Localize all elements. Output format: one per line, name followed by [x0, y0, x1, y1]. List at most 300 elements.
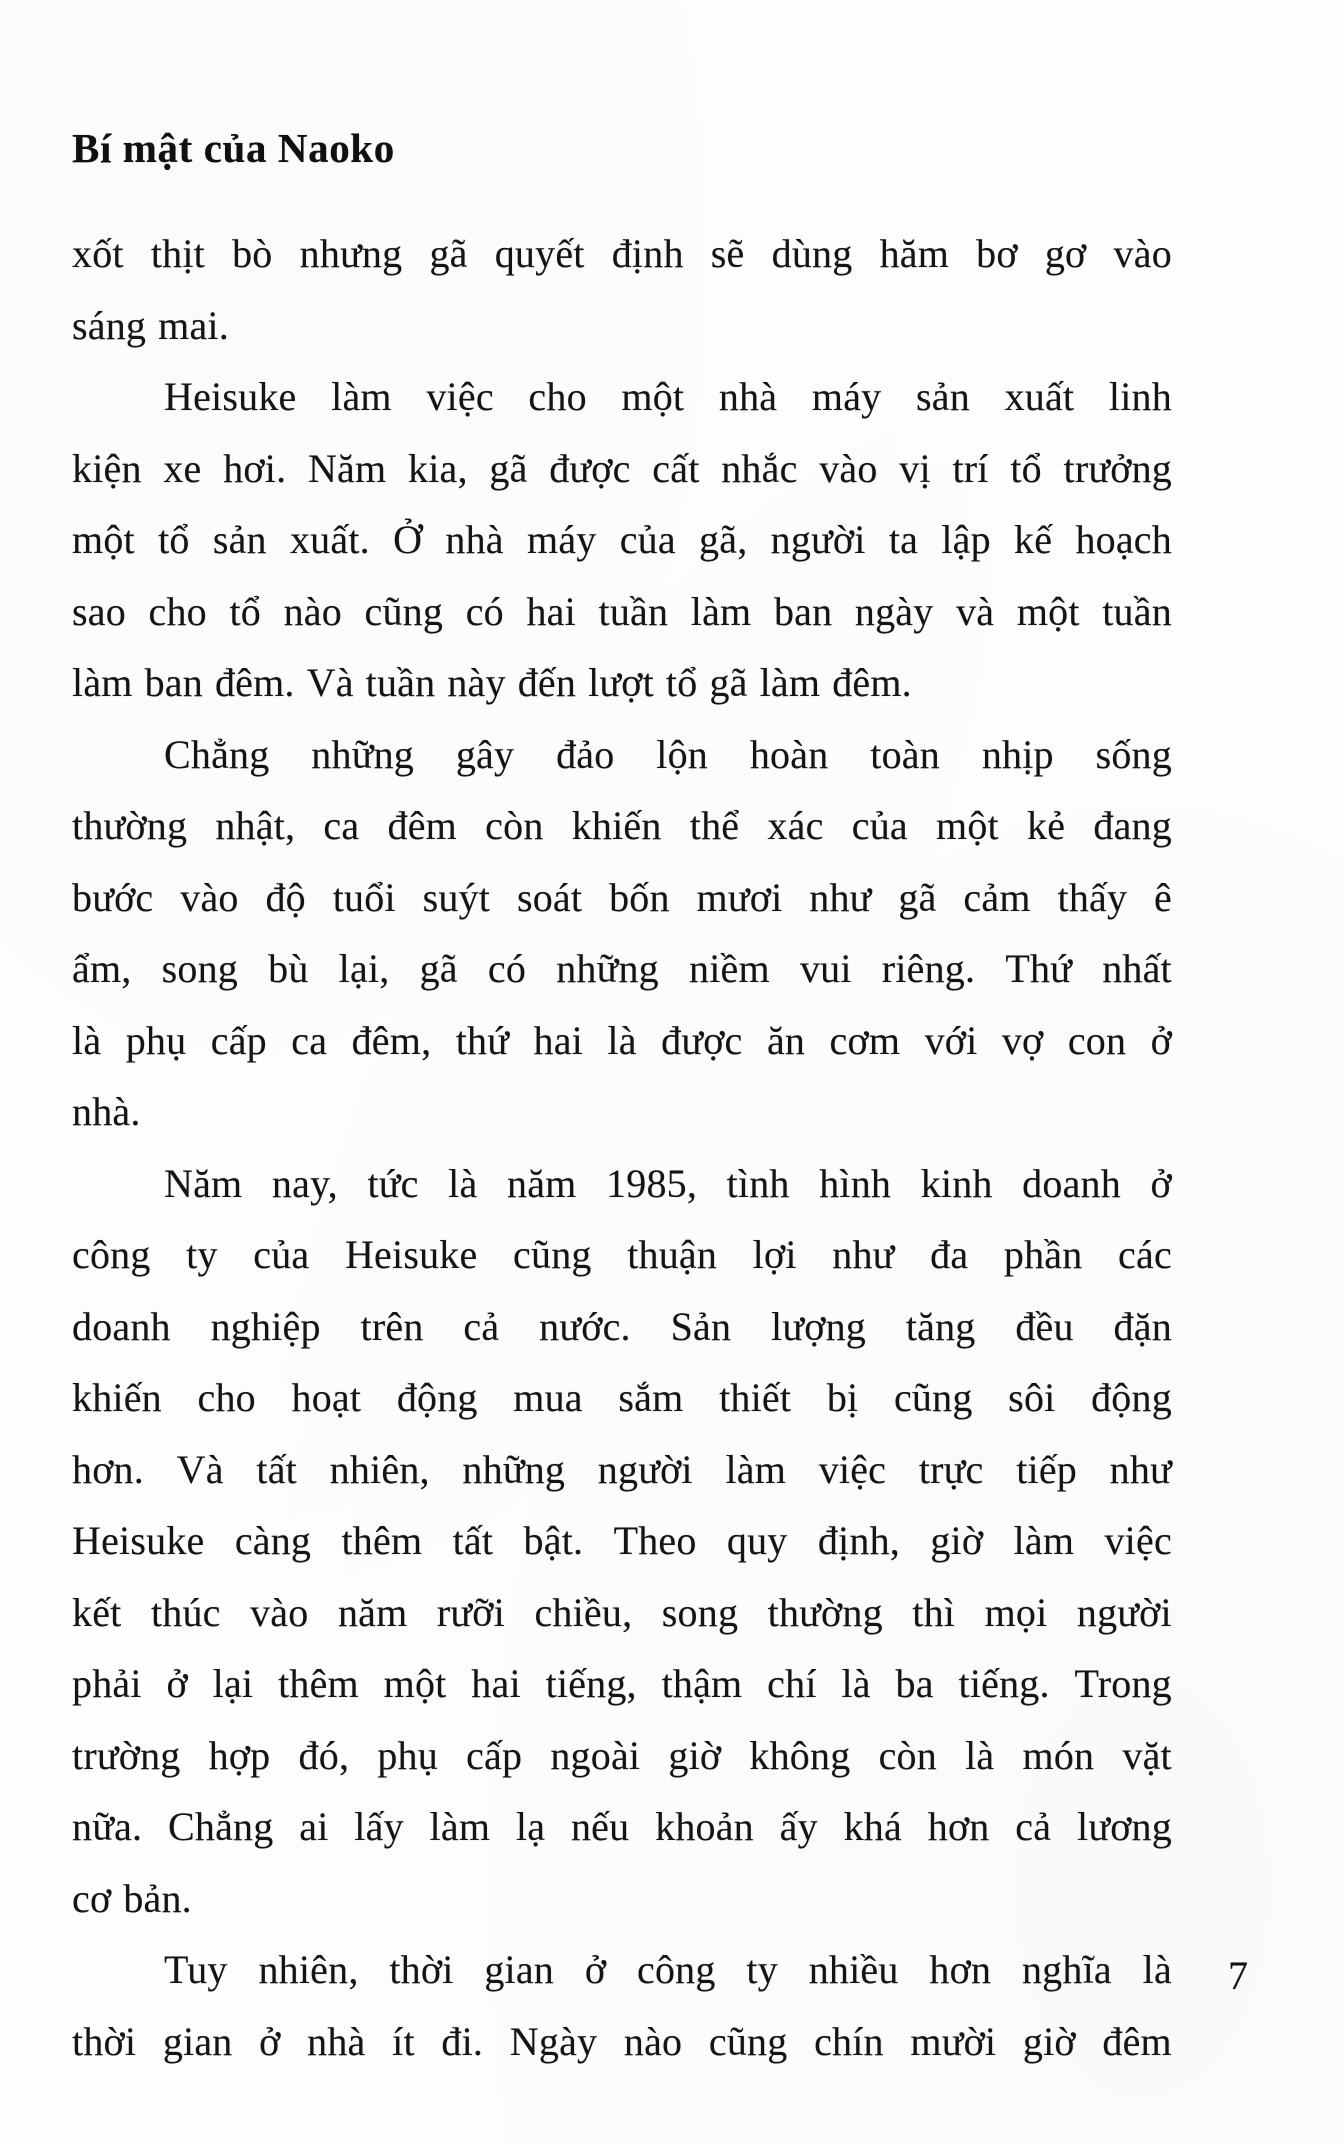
word: cơm	[829, 1017, 901, 1063]
word: và	[956, 588, 995, 634]
word: có	[487, 946, 527, 991]
word: máy	[811, 374, 882, 419]
word: ca	[323, 803, 360, 848]
word: kết	[72, 1589, 122, 1635]
word: bản.	[123, 1875, 192, 1921]
word: hoạch	[1075, 517, 1172, 562]
word: việc	[426, 374, 494, 419]
word: như	[832, 1232, 895, 1277]
word: rưỡi	[436, 1589, 505, 1635]
word: có	[465, 588, 504, 634]
word: tình	[726, 1160, 790, 1206]
word: vào	[250, 1589, 309, 1635]
word: cảm	[963, 874, 1031, 920]
word: ê	[1154, 874, 1172, 920]
word: các	[1118, 1232, 1172, 1277]
word: người	[597, 1446, 693, 1492]
word: làm	[1013, 1518, 1075, 1563]
word: cũng	[893, 1375, 973, 1420]
word: cả	[463, 1303, 500, 1349]
text-line	[72, 230, 1172, 302]
word: thường	[767, 1589, 883, 1635]
word: cấp	[210, 1017, 267, 1063]
word: doanh	[1022, 1160, 1121, 1206]
body-text	[72, 230, 1172, 2089]
word: Heisuke	[344, 1232, 478, 1277]
text-line	[72, 1231, 1172, 1303]
word: đêm.	[832, 660, 912, 705]
word: Thứ	[1005, 946, 1073, 991]
word: ban	[144, 660, 203, 705]
word: cho	[528, 374, 587, 419]
word: ta	[888, 517, 919, 562]
word: công	[72, 1232, 151, 1277]
word: kinh	[920, 1160, 993, 1206]
word: suýt	[422, 874, 491, 920]
word: với	[924, 1017, 978, 1063]
word: động	[396, 1375, 478, 1420]
word: linh	[1108, 374, 1172, 419]
word: món	[1022, 1732, 1095, 1778]
word: ngoài	[550, 1732, 641, 1778]
word: khá	[843, 1804, 902, 1849]
word: ở	[1150, 1160, 1172, 1206]
word: gã	[429, 231, 468, 276]
word: của	[851, 803, 908, 848]
word: là	[607, 1017, 637, 1063]
word: gơ	[1044, 231, 1087, 276]
word: là	[965, 1732, 995, 1778]
word: cho	[197, 1375, 256, 1420]
word: nghiệp	[210, 1303, 321, 1349]
word: ty	[746, 1947, 778, 1992]
word: lượng	[771, 1303, 866, 1349]
word: gian	[162, 2018, 233, 2064]
word: cơ	[72, 1875, 112, 1921]
word: việc	[1104, 1518, 1172, 1563]
paragraph	[72, 230, 1172, 373]
word: cho	[148, 588, 207, 634]
word: một	[1016, 588, 1080, 634]
word: bước	[72, 874, 154, 920]
word: cũng	[513, 1232, 592, 1277]
word: Heisuke	[72, 1518, 205, 1563]
word: ban	[773, 588, 833, 634]
word: Trong	[1074, 1661, 1172, 1706]
word: nhắc	[721, 445, 798, 491]
text-line	[72, 802, 1172, 874]
word: còn	[485, 803, 544, 848]
word: kế	[1014, 517, 1053, 562]
word: là	[841, 1661, 871, 1706]
word: nhà	[718, 374, 778, 419]
word: vào	[819, 445, 878, 491]
word: dùng	[771, 231, 853, 276]
word: vào	[180, 874, 239, 920]
word: công	[637, 1947, 716, 1992]
word: thậm	[661, 1661, 743, 1706]
word: cũng	[364, 588, 444, 634]
word: bò	[232, 231, 273, 276]
word: độ	[265, 874, 306, 920]
word: doanh	[72, 1303, 171, 1349]
word: nhiên,	[258, 1947, 359, 1992]
word: động	[1091, 1375, 1172, 1420]
text-line	[72, 1946, 1172, 2018]
word: những	[556, 946, 659, 991]
word: phụ	[377, 1732, 438, 1778]
word: bơ	[976, 231, 1018, 276]
word: định	[611, 231, 684, 276]
word: kẻ	[1027, 803, 1066, 848]
word: thứ	[455, 1017, 510, 1063]
word: quyết	[494, 231, 585, 276]
word: hăm	[879, 231, 950, 276]
word: tiếng,	[545, 1661, 637, 1706]
word: đêm	[1102, 2018, 1172, 2064]
word: thể	[689, 803, 740, 848]
word: hơn	[927, 1804, 990, 1849]
word: Chẳng	[164, 731, 270, 777]
word: tất	[256, 1446, 297, 1492]
word: song	[661, 1589, 739, 1635]
word: như	[1109, 1446, 1172, 1492]
text-line	[72, 1160, 1172, 1232]
word: hơi.	[223, 445, 287, 491]
word: nhịp	[981, 731, 1054, 777]
word: đêm	[387, 803, 457, 848]
word: ba	[895, 1661, 934, 1706]
word: thúc	[150, 1589, 221, 1635]
text-line	[72, 1803, 1172, 1875]
word: con	[1067, 1017, 1127, 1063]
word: trí	[952, 445, 989, 491]
word: khiến	[72, 1375, 162, 1420]
word: làm	[72, 660, 133, 705]
word: nhiên,	[329, 1446, 430, 1492]
word: đêm,	[351, 1017, 432, 1063]
word: còn	[878, 1732, 937, 1778]
word: lượt	[588, 660, 654, 705]
word: Và	[176, 1446, 224, 1492]
paragraph	[72, 731, 1172, 1160]
word: không	[749, 1732, 851, 1778]
word: đó,	[298, 1732, 350, 1778]
word: càng	[234, 1518, 312, 1563]
word: máy	[527, 517, 597, 562]
word: lương	[1077, 1804, 1172, 1849]
word: ở	[584, 1947, 607, 1992]
word: khoản	[655, 1804, 754, 1849]
word: Ở	[393, 517, 423, 562]
word: chiều,	[534, 1589, 633, 1635]
word: mai.	[158, 302, 229, 348]
word: thêm	[278, 1661, 359, 1706]
word: tất	[452, 1518, 494, 1563]
word: cả	[1015, 1804, 1052, 1849]
word: nào	[623, 2018, 683, 2064]
text-line	[72, 445, 1172, 517]
paragraph	[72, 1160, 1172, 1947]
word: tiếng.	[958, 1661, 1050, 1706]
word: Năm	[307, 445, 387, 491]
word: ở	[259, 2018, 281, 2064]
word: ăn	[766, 1017, 806, 1063]
word: hợp	[208, 1732, 271, 1778]
text-line	[72, 588, 1172, 660]
word: trên	[360, 1303, 424, 1349]
word: Năm	[164, 1160, 243, 1206]
word: giờ	[1022, 2018, 1076, 2064]
word: hoàn	[749, 731, 829, 777]
word: Sản	[670, 1303, 732, 1349]
word: làm	[725, 1446, 787, 1492]
word: hai	[533, 1017, 583, 1063]
word: làm	[690, 588, 752, 634]
word: nhà	[445, 517, 504, 562]
word: mọi	[984, 1589, 1048, 1635]
word: một	[936, 803, 999, 848]
word: riêng.	[881, 946, 976, 991]
word: trường	[72, 1732, 181, 1778]
word: nếu	[570, 1804, 630, 1849]
word: này	[447, 660, 506, 705]
word: những	[462, 1446, 566, 1492]
word: việc	[818, 1446, 887, 1492]
word: ngày	[854, 588, 934, 634]
word: tuần	[598, 588, 669, 634]
word: tuần	[365, 660, 436, 705]
text-line	[72, 659, 1172, 731]
text-line	[72, 731, 1172, 803]
word: lại,	[338, 946, 390, 991]
word: hơn	[929, 1947, 992, 1992]
word: nhất	[1102, 946, 1172, 991]
word: hai	[526, 588, 576, 634]
text-line	[72, 1875, 1172, 1947]
word: những	[311, 731, 414, 777]
word: đa	[930, 1232, 969, 1277]
word: như	[809, 874, 872, 920]
word: ít	[392, 2018, 415, 2064]
word: gã	[419, 946, 458, 991]
word: thấy	[1057, 874, 1128, 920]
text-line	[72, 1017, 1172, 1089]
word: nhà	[307, 2018, 366, 2064]
word: phải	[72, 1661, 142, 1706]
word: đi.	[441, 2018, 484, 2064]
word: hai	[471, 1661, 521, 1706]
word: phần	[1003, 1232, 1083, 1277]
word: năm	[337, 1589, 408, 1635]
word: xe	[163, 445, 202, 491]
word: gã	[709, 660, 748, 705]
word: bị	[826, 1375, 859, 1420]
word: hoạt	[291, 1375, 362, 1420]
word: soát	[516, 874, 583, 920]
text-line	[72, 874, 1172, 946]
word: ở	[1150, 1017, 1172, 1063]
word: tuần	[1102, 588, 1172, 634]
word: người	[770, 517, 866, 562]
word: giờ	[930, 1518, 984, 1563]
word: xuất	[1004, 374, 1075, 419]
word: niềm	[689, 946, 770, 991]
word: trưởng	[1063, 445, 1172, 491]
text-line	[72, 2018, 1172, 2090]
word: đang	[1093, 803, 1172, 848]
word: sáng	[72, 302, 147, 348]
word: ty	[186, 1232, 218, 1277]
word: của	[619, 517, 676, 562]
word: tiếp	[1016, 1446, 1077, 1492]
word: đảo	[556, 731, 615, 777]
text-line	[72, 1660, 1172, 1732]
running-head: Bí mật của Naoko	[72, 125, 395, 171]
word: lạ	[515, 1804, 546, 1849]
word: sống	[1095, 731, 1172, 777]
word: Ngày	[509, 2018, 598, 2064]
word: khiến	[571, 803, 662, 848]
word: Chẳng	[168, 1804, 274, 1849]
word: là	[72, 1017, 102, 1063]
word: cũng	[708, 2018, 788, 2064]
word: sản	[916, 374, 970, 419]
word: quy	[726, 1518, 788, 1563]
word: kia,	[408, 445, 468, 491]
text-line	[72, 1374, 1172, 1446]
word: ca	[291, 1017, 328, 1063]
word: thêm	[341, 1518, 423, 1563]
word: Tuy	[164, 1947, 228, 1992]
word: vào	[1113, 231, 1172, 276]
word: nước.	[539, 1303, 631, 1349]
text-line	[72, 1732, 1172, 1804]
word: đặn	[1113, 1303, 1172, 1349]
word: một	[72, 517, 135, 562]
word: ai	[299, 1804, 329, 1849]
word: hơn.	[72, 1446, 144, 1492]
word: cất	[652, 445, 700, 491]
word: vui	[799, 946, 852, 991]
word: lợi	[752, 1232, 797, 1277]
word: sôi	[1008, 1375, 1056, 1420]
word: thời	[389, 1947, 454, 1992]
word: người	[1076, 1589, 1172, 1635]
word: đêm.	[214, 660, 295, 705]
word: của	[253, 1232, 310, 1277]
word: thuận	[627, 1232, 718, 1277]
word: ở	[166, 1661, 188, 1706]
word: nghĩa	[1021, 1947, 1112, 1992]
word: tổ	[665, 660, 698, 705]
word: xốt	[72, 231, 124, 276]
page-number: 7	[1228, 1953, 1248, 1998]
word: lập	[941, 517, 991, 562]
word: song	[161, 946, 238, 991]
word: là	[448, 1160, 478, 1206]
word: thịt	[150, 231, 205, 276]
word: hình	[819, 1160, 892, 1206]
word: định,	[817, 1518, 900, 1563]
word: năm	[507, 1160, 577, 1206]
word: sắm	[618, 1375, 684, 1420]
word: giờ	[668, 1732, 722, 1778]
word: chín	[814, 2018, 884, 2064]
paragraph	[72, 1946, 1172, 2089]
word: kiện	[72, 445, 142, 491]
paragraph	[72, 373, 1172, 731]
word: toàn	[870, 731, 940, 777]
word: gian	[484, 1947, 555, 1992]
text-line	[72, 1303, 1172, 1375]
word: Heisuke	[164, 374, 297, 419]
word: một	[383, 1661, 447, 1706]
word: Và	[306, 660, 354, 705]
word: nữa.	[72, 1804, 143, 1849]
word: tuổi	[332, 874, 396, 920]
word: nhiều	[808, 1947, 899, 1992]
word: vặt	[1122, 1732, 1172, 1778]
text-line	[72, 302, 1172, 374]
word: tổ	[1010, 445, 1042, 491]
word: bật.	[523, 1518, 584, 1563]
word: thời	[72, 2018, 137, 2064]
word: tức	[367, 1160, 419, 1206]
word: được	[661, 1017, 743, 1063]
word: ẩm,	[72, 946, 132, 991]
word: một	[621, 374, 685, 419]
word: nhà.	[72, 1089, 141, 1134]
word: nào	[283, 588, 342, 634]
word: mua	[513, 1375, 583, 1420]
page-content	[72, 0, 1177, 2144]
text-line	[72, 1446, 1172, 1518]
word: lấy	[354, 1804, 404, 1849]
word: xác	[767, 803, 824, 848]
word: tổ	[158, 517, 190, 562]
word: tăng	[905, 1303, 976, 1349]
word: nay,	[271, 1160, 338, 1206]
word: vị	[899, 445, 931, 491]
word: mười	[910, 2018, 997, 2064]
word: 1985,	[606, 1160, 698, 1206]
word: phụ	[125, 1017, 187, 1063]
word: lại	[212, 1661, 254, 1706]
word: cấp	[466, 1732, 523, 1778]
word: vợ	[1001, 1017, 1044, 1063]
word: là	[1142, 1947, 1172, 1992]
word: Theo	[613, 1518, 697, 1563]
word: đến	[517, 660, 577, 705]
word: nhật,	[215, 803, 296, 848]
word: xuất.	[289, 517, 370, 562]
word: nhưng	[299, 231, 403, 276]
word: làm	[331, 374, 392, 419]
word: lộn	[656, 731, 708, 777]
text-line	[72, 1088, 1172, 1160]
word: thường	[72, 803, 188, 848]
word: gã	[489, 445, 528, 491]
word: bù	[268, 946, 309, 991]
word: tổ	[229, 588, 261, 634]
text-line	[72, 1517, 1172, 1589]
text-line	[72, 945, 1172, 1017]
word: được	[549, 445, 631, 491]
word: đều	[1015, 1303, 1074, 1349]
text-line	[72, 1589, 1172, 1661]
word: gã,	[699, 517, 748, 562]
